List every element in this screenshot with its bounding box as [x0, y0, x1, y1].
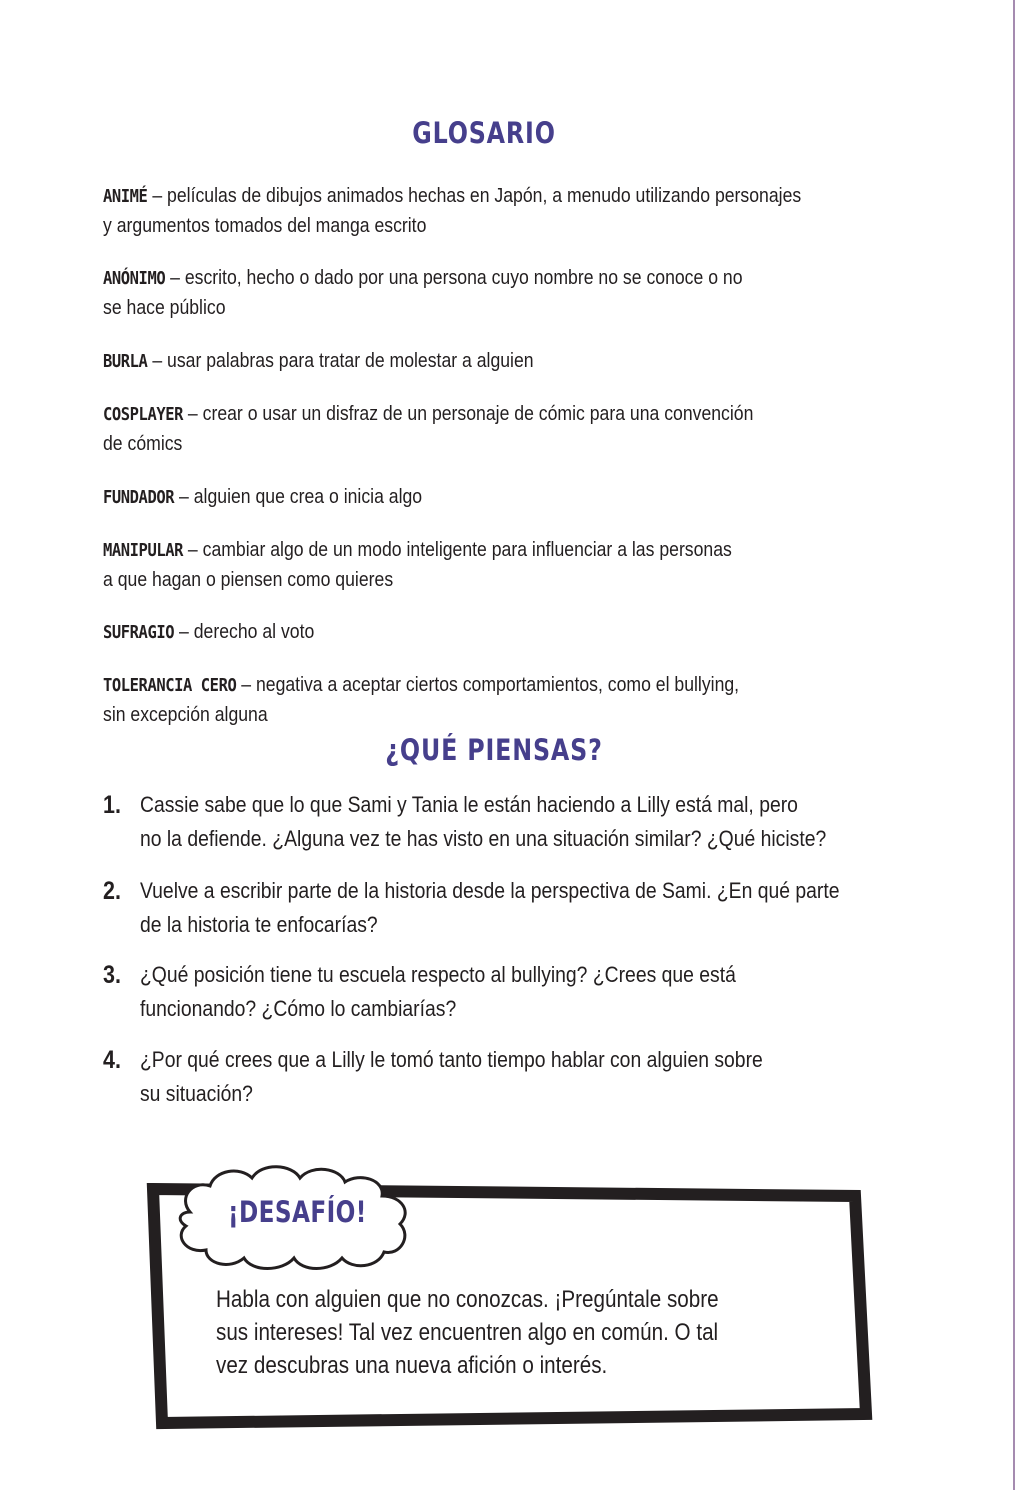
- challenge-label: ¡DESAFÍO!: [228, 1195, 367, 1229]
- glossary-definition: – negativa a aceptar ciertos comportamientos, como el bullying,: [241, 673, 740, 696]
- challenge-line: Habla con alguien que no conozcas. ¡Pregúntale sobre: [216, 1286, 719, 1313]
- glossary-term: FUNDADOR: [103, 487, 175, 508]
- glossary-definition: – alguien que crea o inicia algo: [179, 485, 423, 508]
- question-number: 2.: [103, 877, 121, 905]
- question-number: 3.: [103, 961, 121, 989]
- question-text: ¿Qué posición tiene tu escuela respecto al bullying? ¿Crees que está: [139, 962, 736, 987]
- challenge-line: sus intereses! Tal vez encuentren algo en común. O tal: [216, 1319, 719, 1346]
- glossary-definition: – cambiar algo de un modo inteligente para influenciar a las personas: [187, 538, 732, 561]
- question-text: de la historia te enfocarías?: [139, 912, 378, 937]
- glossary-definition: y argumentos tomados del manga escrito: [103, 214, 427, 237]
- question-number: 1.: [103, 791, 121, 819]
- glossary-definition: – escrito, hecho o dado por una persona cuyo nombre no se conoce o no: [170, 266, 743, 289]
- challenge-text: [216, 1283, 719, 1382]
- question-text: Cassie sabe que lo que Sami y Tania le están haciendo a Lilly está mal, pero: [139, 792, 798, 817]
- glossary-definition: – derecho al voto: [179, 620, 315, 643]
- glossary-term: ANÓNIMO: [103, 268, 166, 289]
- glossary-term: TOLERANCIA CERO: [103, 675, 237, 696]
- question-text: Vuelve a escribir parte de la historia desde la perspectiva de Sami. ¿En qué parte: [139, 878, 840, 903]
- glossary-definition: de cómics: [103, 432, 183, 455]
- glossary-term: ANIMÉ: [103, 186, 148, 207]
- question-text: funcionando? ¿Cómo lo cambiarías?: [139, 996, 457, 1021]
- questions-title: ¿QUÉ PIENSAS?: [385, 733, 603, 767]
- glossary-definition: se hace público: [103, 296, 226, 319]
- question-number: 4.: [103, 1046, 121, 1074]
- question-text: no la defiende. ¿Alguna vez te has visto en una situación similar? ¿Qué hiciste?: [139, 826, 827, 851]
- glossary-title: GLOSARIO: [412, 116, 556, 150]
- glossary-definition: – crear o usar un disfraz de un personaje de cómic para una convención: [187, 402, 754, 425]
- glossary-definition: a que hagan o piensen como quieres: [103, 568, 394, 591]
- glossary-term: COSPLAYER: [103, 404, 184, 425]
- question-text: su situación?: [139, 1081, 253, 1106]
- glossary-definition: – películas de dibujos animados hechas en Japón, a menudo utilizando personajes: [152, 184, 802, 207]
- glossary-definition: – usar palabras para tratar de molestar a alguien: [152, 349, 534, 372]
- glossary-definition: sin excepción alguna: [103, 703, 268, 726]
- glossary-term: BURLA: [103, 351, 148, 372]
- glossary-term: MANIPULAR: [103, 540, 184, 561]
- glossary-term: SUFRAGIO: [103, 622, 175, 643]
- challenge-line: vez descubras una nueva afición o interés.: [216, 1352, 608, 1379]
- question-text: ¿Por qué crees que a Lilly le tomó tanto tiempo hablar con alguien sobre: [139, 1047, 763, 1072]
